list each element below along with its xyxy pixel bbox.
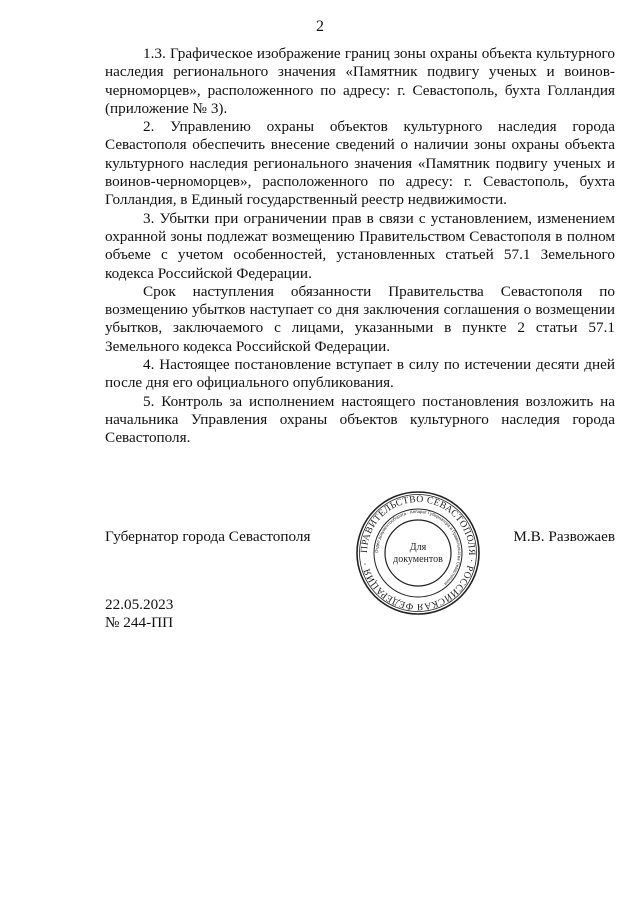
seal-center-line2: документов xyxy=(393,554,443,565)
paragraph-3: 3. Убытки при ограничении прав в связи с установлением, изменением охранной зоны подлежат возмещению Правительством Севастополя в полном объеме с учетом особенностей, установленных статьей 57.1 Земельного кодекса Российской Федерации. xyxy=(105,209,615,282)
paragraph-5: 5. Контроль за исполнением настоящего постановления возложить на начальника Управления охраны объектов культурного наследия города Севастополя. xyxy=(105,392,615,447)
signer-name: М.В. Развожаев xyxy=(513,528,615,545)
document-date: 22.05.2023 xyxy=(105,596,174,613)
paragraph-2: 2. Управлению охраны объектов культурного наследия города Севастополя обеспечить внесение сведений о наличии зоны охраны объекта культурного наследия регионального значения «Памятник подвигу ученых и воинов-черноморцев», расположенного по адресу: г. Севастополь, бухта Голландия, в Единый государственный реестр недвижимости. xyxy=(105,118,615,209)
official-seal xyxy=(355,490,481,616)
signer-position: Губернатор города Севастополя xyxy=(105,528,311,545)
paragraph-3-term: Срок наступления обязанности Правительства Севастополя по возмещению убытков наступает со дня заключения соглашения о возмещении убытков, заключаемого с лицами, указанными в пункте 2 статьи 57.1 Земельного кодекса Российской Федерации. xyxy=(105,282,615,355)
paragraph-4: 4. Настоящее постановление вступает в силу по истечении десяти дней после дня его официального опубликования. xyxy=(105,356,615,392)
seal-inner-text: Отдел документооборота · Аппарат Губернатора и Правительства Севастополя · xyxy=(373,508,463,589)
paragraph-1-3: 1.3. Графическое изображение границ зоны охраны объекта культурного наследия регионального значения «Памятник подвигу ученых и воинов-черноморцев», расположенного по адресу: г. Севастополь, бухта Голландия (приложение № 3). xyxy=(105,45,615,117)
page-number: 2 xyxy=(316,18,324,35)
seal-center-line1: Для xyxy=(409,542,427,553)
document-number: № 244-ПП xyxy=(105,614,174,631)
seal-outer-text: ПРАВИТЕЛЬСТВО СЕВАСТОПОЛЯ · РОССИЙСКАЯ ФЕДЕРАЦИЯ · xyxy=(358,493,478,613)
resolution-body xyxy=(105,45,615,448)
document-meta xyxy=(105,596,173,632)
